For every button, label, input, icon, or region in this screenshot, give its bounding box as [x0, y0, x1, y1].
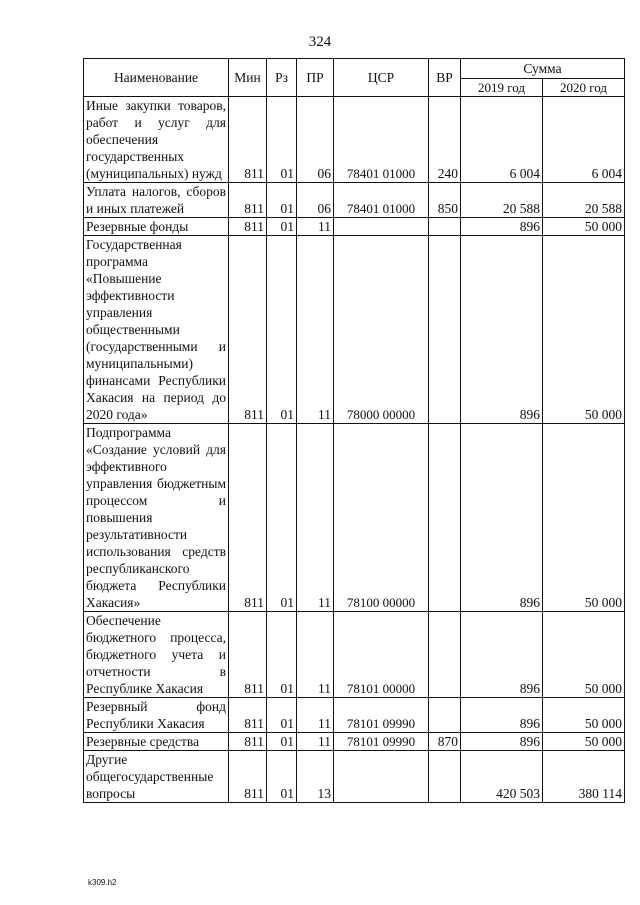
row-min: 811 — [229, 698, 267, 733]
row-sum-2019: 896 — [461, 424, 543, 612]
table-row — [84, 612, 625, 698]
row-pr: 06 — [297, 97, 334, 183]
table-row — [84, 698, 625, 733]
table-row — [84, 218, 625, 236]
row-rz: 01 — [267, 183, 297, 218]
row-rz: 01 — [267, 733, 297, 751]
row-sum-2019: 896 — [461, 612, 543, 698]
row-pr: 13 — [297, 751, 334, 803]
row-vr: 240 — [429, 97, 461, 183]
row-csr: 78401 01000 — [334, 97, 429, 183]
row-sum-2019: 6 004 — [461, 97, 543, 183]
row-csr: 78101 00000 — [334, 612, 429, 698]
header-name: Наименование — [84, 59, 229, 97]
row-rz: 01 — [267, 612, 297, 698]
row-csr: 78100 00000 — [334, 424, 429, 612]
row-csr — [334, 218, 429, 236]
row-sum-2019: 896 — [461, 218, 543, 236]
row-vr — [429, 236, 461, 424]
table-row — [84, 183, 625, 218]
header-min: Мин — [229, 59, 267, 97]
row-pr: 11 — [297, 698, 334, 733]
header-pr: ПР — [297, 59, 334, 97]
table-row — [84, 424, 625, 612]
row-min: 811 — [229, 183, 267, 218]
row-min: 811 — [229, 97, 267, 183]
row-rz: 01 — [267, 97, 297, 183]
row-min: 811 — [229, 236, 267, 424]
table-body — [84, 97, 625, 803]
row-sum-2020: 6 004 — [543, 97, 625, 183]
header-year-2019: 2019 год — [461, 79, 543, 97]
header-year-2020: 2020 год — [543, 79, 625, 97]
row-vr — [429, 698, 461, 733]
row-pr: 11 — [297, 424, 334, 612]
row-sum-2020: 50 000 — [543, 698, 625, 733]
table-row — [84, 236, 625, 424]
row-rz: 01 — [267, 424, 297, 612]
row-rz: 01 — [267, 218, 297, 236]
footer-code: k309.h2 — [88, 878, 117, 887]
row-name: Обеспечение бюджетного процесса, бюджетного учета и отчетности в Республике Хакасия — [84, 612, 229, 698]
row-sum-2019: 20 588 — [461, 183, 543, 218]
row-sum-2020: 50 000 — [543, 612, 625, 698]
page-number: 324 — [308, 34, 332, 50]
row-sum-2020: 50 000 — [543, 424, 625, 612]
row-name: Резервные средства — [84, 733, 229, 751]
row-sum-2019: 896 — [461, 698, 543, 733]
row-name: Уплата налогов, сборов и иных платежей — [84, 183, 229, 218]
row-sum-2020: 50 000 — [543, 733, 625, 751]
row-vr — [429, 612, 461, 698]
row-csr — [334, 751, 429, 803]
table-row — [84, 733, 625, 751]
row-pr: 06 — [297, 183, 334, 218]
row-pr: 11 — [297, 236, 334, 424]
row-csr: 78101 09990 — [334, 698, 429, 733]
header-vr: ВР — [429, 59, 461, 97]
row-sum-2019: 896 — [461, 236, 543, 424]
row-csr: 78101 09990 — [334, 733, 429, 751]
row-name: Подпрограмма «Создание условий для эффективного управления бюджетным процессом и повышения результативности использования средств республиканского бюджета Республики Хакасия» — [84, 424, 229, 612]
table-row — [84, 751, 625, 803]
row-sum-2020: 20 588 — [543, 183, 625, 218]
header-rz: Рз — [267, 59, 297, 97]
row-name: Иные закупки товаров, работ и услуг для обеспечения государственных (муниципальных) нужд — [84, 97, 229, 183]
row-pr: 11 — [297, 218, 334, 236]
row-min: 811 — [229, 218, 267, 236]
row-csr: 78401 01000 — [334, 183, 429, 218]
header-sum: Сумма — [461, 59, 625, 79]
row-min: 811 — [229, 612, 267, 698]
row-name: Резервные фонды — [84, 218, 229, 236]
row-vr: 870 — [429, 733, 461, 751]
row-vr — [429, 424, 461, 612]
row-sum-2019: 420 503 — [461, 751, 543, 803]
header-csr: ЦСР — [334, 59, 429, 97]
row-sum-2020: 50 000 — [543, 236, 625, 424]
row-min: 811 — [229, 424, 267, 612]
row-sum-2020: 380 114 — [543, 751, 625, 803]
row-pr: 11 — [297, 612, 334, 698]
row-sum-2019: 896 — [461, 733, 543, 751]
budget-table — [83, 58, 625, 803]
row-rz: 01 — [267, 751, 297, 803]
row-vr — [429, 751, 461, 803]
row-name: Государственная программа «Повышение эффективности управления общественными (государственными и муниципальными) финансами Республики Хакасия на период до 2020 года» — [84, 236, 229, 424]
row-name: Резервный фонд Республики Хакасия — [84, 698, 229, 733]
row-rz: 01 — [267, 236, 297, 424]
row-name: Другие общегосударственные вопросы — [84, 751, 229, 803]
row-min: 811 — [229, 733, 267, 751]
row-sum-2020: 50 000 — [543, 218, 625, 236]
row-rz: 01 — [267, 698, 297, 733]
row-csr: 78000 00000 — [334, 236, 429, 424]
row-min: 811 — [229, 751, 267, 803]
row-vr: 850 — [429, 183, 461, 218]
row-vr — [429, 218, 461, 236]
row-pr: 11 — [297, 733, 334, 751]
table-row — [84, 97, 625, 183]
